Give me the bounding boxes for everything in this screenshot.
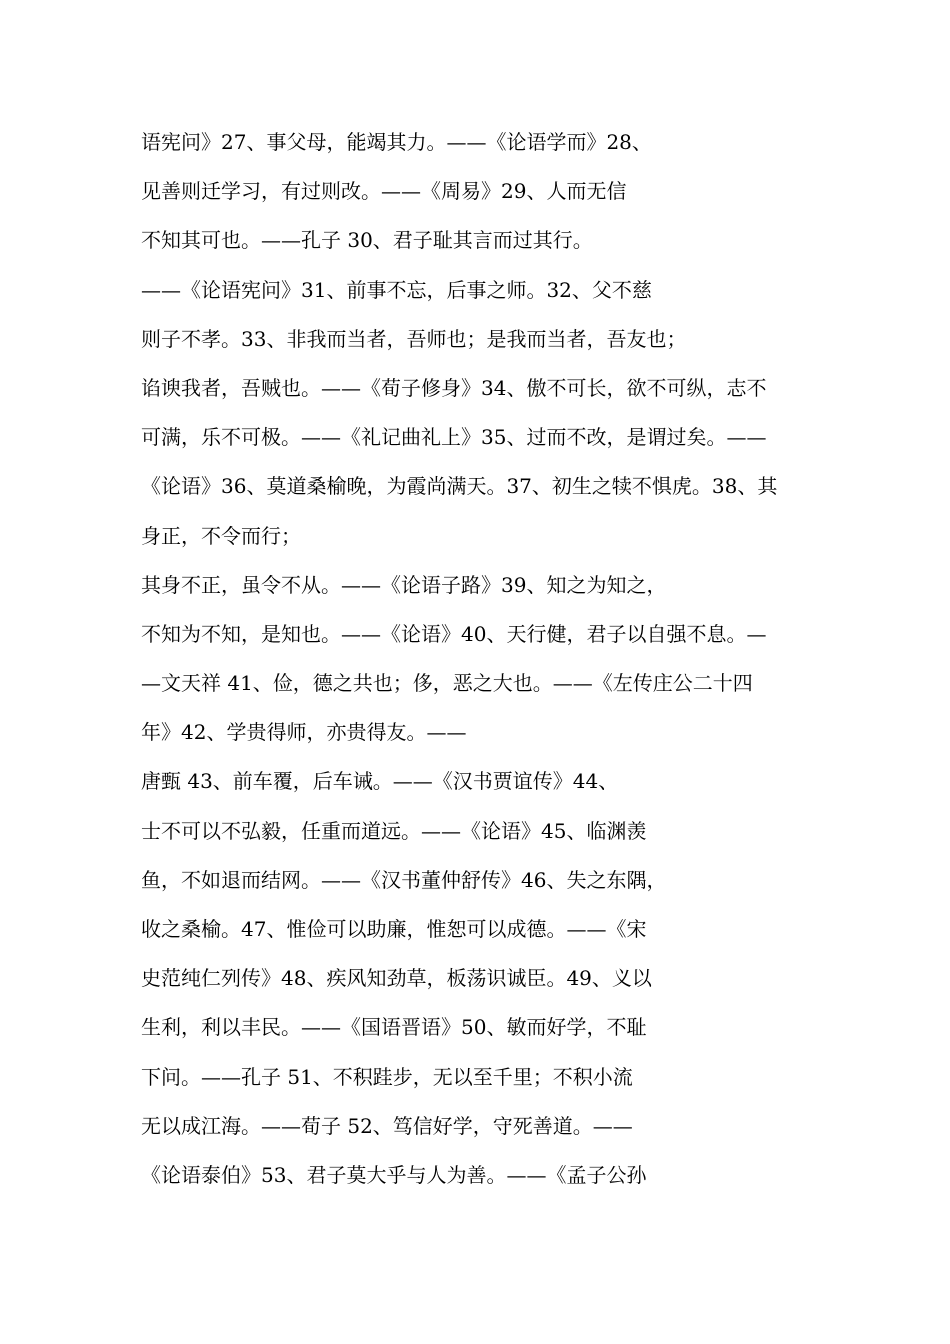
text-line-3: 不知其可也。——孔子 30、君子耻其言而过其行。 bbox=[141, 228, 593, 253]
text-line-1: 语宪问》27、事父母，能竭其力。——《论语学而》28、 bbox=[141, 130, 652, 154]
text-line-13: 年》42、学贵得师，亦贵得友。—— bbox=[141, 720, 467, 745]
text-line-22: 《论语泰伯》53、君子莫大乎与人为善。——《孟子公孙 bbox=[141, 1162, 647, 1187]
text-line-20: 下问。——孔子 51、不积跬步，无以至千里；不积小流 bbox=[141, 1064, 633, 1089]
text-line-15: 士不可以不弘毅，任重而道远。——《论语》45、临渊羡 bbox=[141, 818, 647, 843]
text-line-18: 史范纯仁列传》48、疾风知劲草，板荡识诚臣。49、义以 bbox=[141, 966, 652, 991]
text-line-11: 不知为不知，是知也。——《论语》40、天行健，君子以自强不息。— bbox=[141, 621, 767, 646]
text-line-17: 收之桑榆。47、惟俭可以助廉，惟恕可以成德。——《宋 bbox=[141, 917, 647, 941]
text-line-21: 无以成江海。——荀子 52、笃信好学，守死善道。—— bbox=[141, 1113, 633, 1138]
text-line-19: 生利，利以丰民。——《国语晋语》50、敏而好学，不耻 bbox=[141, 1015, 647, 1040]
text-line-9: 身正，不令而行； bbox=[141, 523, 301, 548]
text-line-7: 可满，乐不可极。——《礼记曲礼上》35、过而不改，是谓过矣。—— bbox=[141, 425, 767, 450]
text-line-8: 《论语》36、莫道桑榆晚，为霞尚满天。37、初生之犊不惧虎。38、其 bbox=[141, 474, 778, 499]
text-line-6: 谄谀我者，吾贼也。——《荀子修身》34、傲不可长，欲不可纵，志不 bbox=[141, 375, 767, 400]
text-line-16: 鱼，不如退而结网。——《汉书董仲舒传》46、失之东隅， bbox=[141, 867, 667, 892]
text-line-14: 唐甄 43、前车覆，后车诫。——《汉书贾谊传》44、 bbox=[141, 769, 619, 794]
body-text bbox=[141, 118, 831, 1200]
text-line-12: —文天祥 41、俭，德之共也；侈，恶之大也。——《左传庄公二十四 bbox=[141, 671, 753, 696]
text-line-5: 则子不孝。33、非我而当者，吾师也；是我而当者，吾友也； bbox=[141, 326, 687, 351]
text-line-10: 其身不正，虽令不从。——《论语子路》39、知之为知之， bbox=[141, 572, 667, 597]
text-line-2: 见善则迁学习，有过则改。——《周易》29、人而无信 bbox=[141, 179, 627, 204]
text-line-4: ——《论语宪问》31、前事不忘，后事之师。32、父不慈 bbox=[141, 277, 652, 302]
